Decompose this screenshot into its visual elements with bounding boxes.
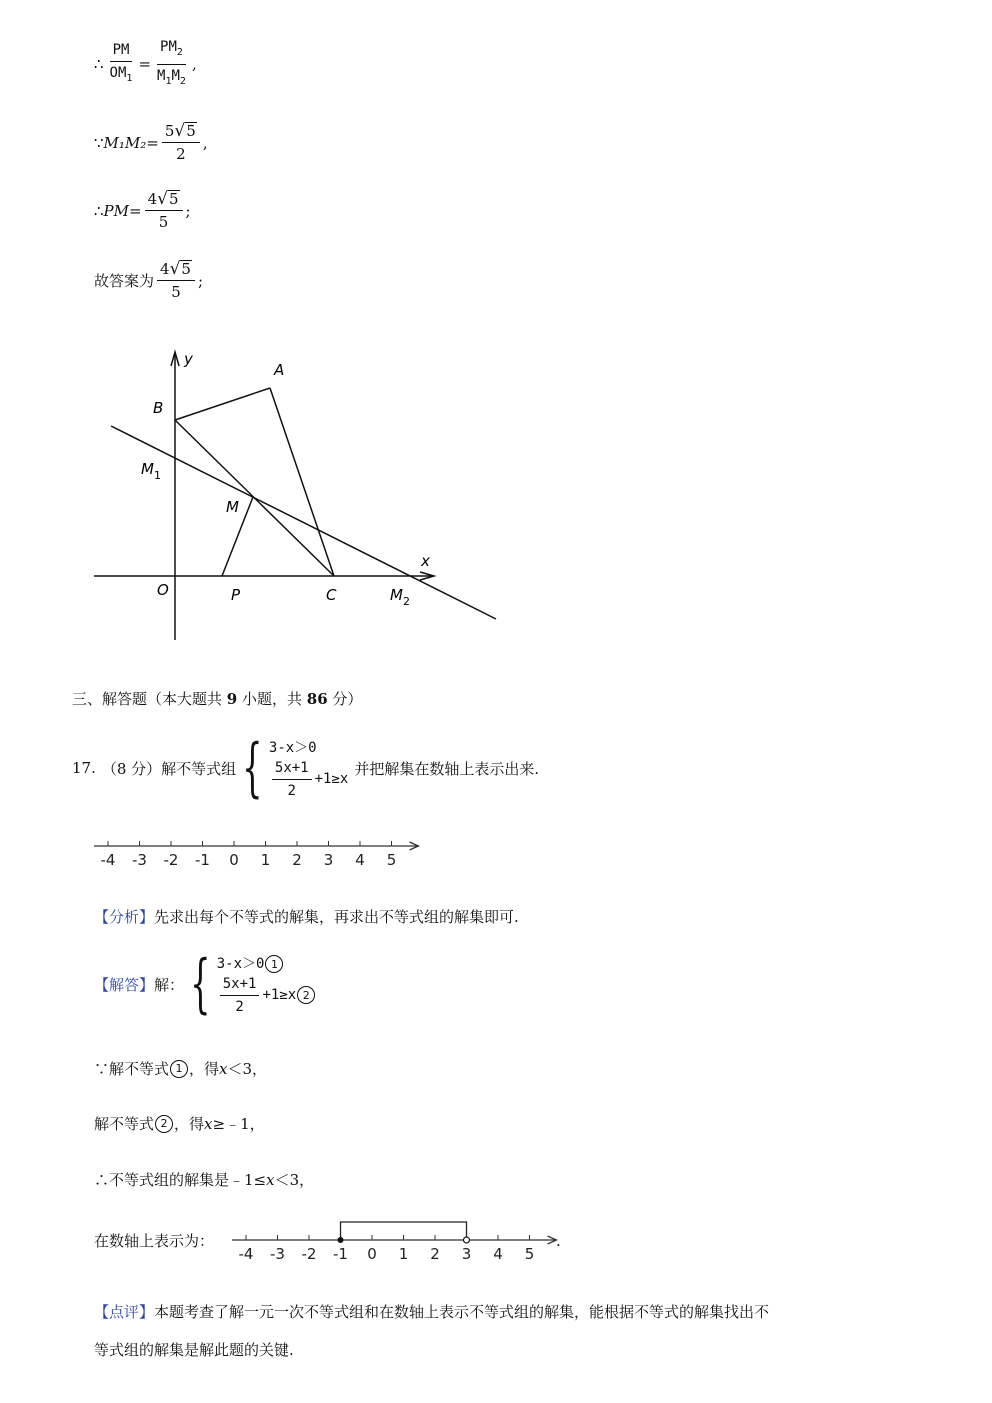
- solution-line-3: ∴不等式组的解集是﹣1≤ x ＜3，: [94, 1170, 315, 1189]
- geometry-figure: [0, 340, 520, 650]
- segment-pm: PM: [103, 201, 129, 220]
- label-p: P: [231, 586, 241, 604]
- tick-label: -2: [301, 1245, 317, 1262]
- tick-label: -4: [238, 1245, 254, 1262]
- label-x: x: [421, 552, 430, 570]
- circled-number-1: 1: [170, 1060, 188, 1078]
- tick-label: -2: [163, 851, 179, 869]
- equation-pm: ∴ PM = 4 √ 5 5 ;: [94, 189, 191, 231]
- fraction-denominator: $OM_1$: [109, 64, 133, 84]
- fraction-pm-om1: [107, 41, 136, 88]
- number-line-blank: [90, 832, 420, 876]
- solution-line-4: 在数轴上表示为：: [94, 1232, 215, 1250]
- tick-label: -1: [195, 851, 210, 869]
- answer-tag: 【解答】: [94, 975, 155, 994]
- inequality-system: { 3-x＞0 $\frac{5x+1}{2}$ +1≥x: [242, 731, 349, 805]
- segment-m1m2: M₁M₂: [103, 133, 147, 152]
- number-line-solution: [228, 1216, 558, 1262]
- tick-label: 4: [493, 1245, 503, 1262]
- tick-label: 2: [430, 1245, 440, 1262]
- tick-label: 1: [398, 1245, 409, 1262]
- closed-endpoint: [338, 1237, 344, 1243]
- tick-label: 5: [524, 1245, 535, 1262]
- tick-label: 5: [386, 851, 397, 869]
- equals-sign: =: [138, 55, 152, 74]
- solution-line-2: 解不等式 2 ，得 x ≥﹣1，: [94, 1114, 265, 1133]
- analysis-paragraph: 【分析】 先求出每个不等式的解集，再求出不等式组的解集即可.: [94, 908, 519, 926]
- inequality-system-labeled: { 3-x＞0 1 $\frac{5x+1}{2}$ +1≥x 2: [184, 952, 316, 1016]
- tick-label: 0: [367, 1245, 377, 1262]
- fraction-4sqrt5-over-5: 4 √ 5 5: [157, 260, 195, 301]
- circled-number-2: 2: [297, 986, 315, 1004]
- fraction-numerator: $PM_2$: [157, 38, 186, 65]
- label-m1: $M_1$: [141, 460, 161, 482]
- label-m: M: [226, 498, 239, 516]
- circled-number-2: 2: [155, 1115, 173, 1133]
- question-17: 17. （8 分）解不等式组 { 3-x＞0 $\frac{5x+1}{2}$ +1≥x 并把解集在数轴上表示出来.: [72, 731, 540, 805]
- tick-label: 3: [323, 851, 334, 869]
- tick-label: 0: [229, 851, 239, 869]
- segment-ac: [270, 388, 334, 576]
- label-a: A: [274, 361, 285, 379]
- solution-line-1: ∵解不等式 1 ，得 x ＜3，: [94, 1059, 268, 1078]
- section-heading: 三、解答题（本大题共 9 小题，共 86 分）: [72, 690, 363, 708]
- fraction-numerator: 4 √ 5: [145, 190, 183, 211]
- segment-ba: [175, 388, 270, 420]
- because-symbol: ∵: [94, 133, 104, 152]
- therefore-symbol: ∴: [94, 55, 104, 74]
- tick-label: -1: [333, 1245, 348, 1262]
- tick-label: -3: [270, 1245, 285, 1262]
- analysis-tag: 【分析】: [94, 908, 155, 926]
- tick-label: 4: [355, 851, 365, 869]
- question-score: （8 分）解不等式组: [101, 759, 237, 778]
- question-number: 17.: [72, 759, 96, 777]
- fraction-5sqrt5-over-2: 5 √ 5 2: [162, 122, 200, 163]
- label-b: B: [153, 399, 164, 417]
- label-m2: $M_2$: [390, 586, 410, 608]
- comment-tag: 【点评】: [94, 1303, 155, 1321]
- label-o: O: [157, 581, 169, 599]
- answer-paragraph: 【解答】 解： { 3-x＞0 1 $\frac{5x+1}{2}$ +1≥x 2: [94, 952, 316, 1016]
- equation-ratio: ∴ $\frac{PM}{OM_1}$ = $\frac{PM_2}{M_1M_2}$ ,: [94, 38, 197, 91]
- tick-label: -4: [100, 851, 116, 869]
- fraction-numerator: 4 √ 5: [157, 260, 195, 281]
- equation-m1m2: ∵ M₁M₂ = 5 √ 5 2 ,: [94, 121, 208, 163]
- tick-label: 3: [461, 1245, 472, 1262]
- fraction-4sqrt5-over-5: 4 √ 5 5: [145, 190, 183, 231]
- fraction-numerator: PM: [110, 41, 133, 62]
- tick-label: 1: [260, 851, 271, 869]
- label-y: y: [184, 350, 193, 368]
- comment-paragraph: 【点评】本题考查了解一元一次不等式组和在数轴上表示不等式组的解集，能根据不等式的解集找出不 等式组的解集是解此题的关键.: [94, 1303, 770, 1359]
- tick-label: 2: [292, 851, 302, 869]
- fraction-denominator: $M_1M_2$: [157, 67, 186, 87]
- tick-label: -3: [132, 851, 147, 869]
- fraction-numerator: 5 √ 5: [162, 122, 200, 143]
- fraction-pm2-m1m2: [154, 38, 189, 91]
- circled-number-1: 1: [265, 955, 283, 973]
- final-answer: 故答案为 4 √ 5 5 ;: [94, 259, 204, 301]
- label-c: C: [326, 586, 337, 604]
- open-endpoint: [464, 1237, 470, 1243]
- therefore-symbol: ∴: [94, 201, 104, 220]
